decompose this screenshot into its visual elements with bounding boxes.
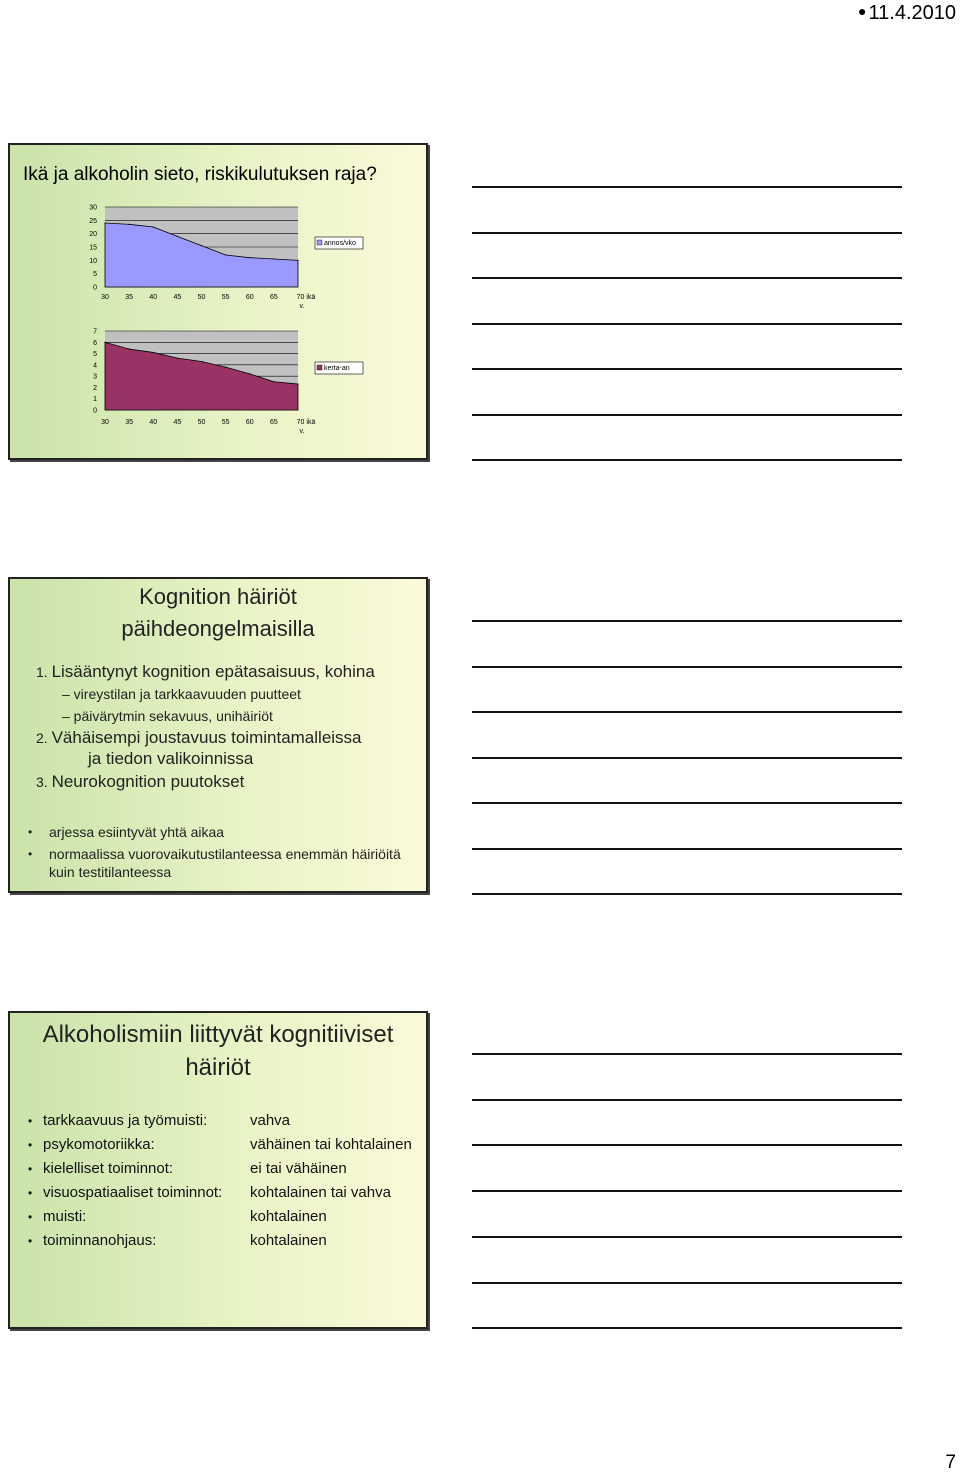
y-tick-label: 7: [93, 328, 97, 336]
numbered-list: [36, 661, 375, 793]
header-date: [858, 2, 956, 25]
numbered-item: [36, 661, 375, 683]
x-tick-label: 65: [269, 294, 278, 301]
charts-area: [10, 145, 430, 462]
y-tick-label: 20: [89, 231, 97, 239]
bullet-icon: •: [28, 1114, 33, 1128]
data-point: [104, 222, 105, 223]
note-line: [472, 1190, 902, 1192]
data-point: [177, 357, 178, 358]
y-tick-label: 5: [93, 271, 97, 279]
item-text: Vähäisempi joustavuus toimintamalleissa: [51, 728, 362, 747]
slide-3: [8, 1011, 428, 1329]
data-point: [249, 373, 250, 374]
data-point: [297, 383, 298, 384]
slide-1: [8, 143, 428, 460]
x-tick-label: 60: [245, 419, 254, 426]
data-point: [297, 260, 298, 261]
note-line: [472, 414, 902, 416]
x-tick-label: 30: [101, 419, 109, 426]
x-tick-label: 50: [197, 294, 206, 301]
data-point: [177, 236, 178, 237]
x-tick-label: 40: [149, 419, 158, 426]
bullet-list: [28, 823, 429, 885]
note-line: [472, 666, 902, 668]
data-point: [129, 224, 130, 225]
slide-2-title-line-1: Kognition häiriöt: [139, 584, 297, 609]
x-tick-label: 35: [125, 419, 134, 426]
x-tick-label-unit: v.: [299, 428, 305, 435]
x-tick-label: 70 ikä: [296, 419, 316, 426]
impairment-severity: ei tai vähäinen: [250, 1160, 347, 1177]
note-line: [472, 232, 902, 234]
legend-swatch: [317, 365, 322, 370]
slide-3-title: [10, 1018, 426, 1084]
impairment-domain: toiminnanohjaus:: [43, 1232, 157, 1249]
x-tick-label: 55: [221, 294, 230, 301]
impairment-domain: visuospatiaaliset toiminnot:: [43, 1184, 223, 1201]
note-line: [472, 368, 902, 370]
y-tick-label: 5: [93, 351, 97, 359]
data-point: [249, 257, 250, 258]
note-line: [472, 1053, 902, 1055]
date-text: 11.4.2010: [868, 2, 956, 24]
slide-2-title: [10, 581, 426, 645]
note-line: [472, 459, 902, 461]
bullet-icon: •: [28, 1234, 33, 1248]
data-point: [153, 226, 154, 227]
y-tick-label: 2: [93, 384, 97, 392]
note-line: [472, 802, 902, 804]
y-tick-label: 0: [93, 284, 97, 292]
impairment-severity: kohtalainen: [250, 1208, 327, 1225]
data-point: [129, 348, 130, 349]
x-tick-label: 40: [149, 294, 158, 301]
x-tick-label: 60: [245, 294, 254, 301]
impairment-domain: psykomotoriikka:: [43, 1136, 155, 1153]
sub-item: – vireystilan ja tarkkaavuuden puutteet: [62, 686, 301, 702]
item-text: Neurokognition puutokset: [51, 772, 245, 791]
x-tick-label: 45: [173, 294, 182, 301]
item-number: 3.: [36, 774, 52, 790]
data-point: [104, 342, 105, 343]
note-line: [472, 711, 902, 713]
item-continuation: ja tiedon valikoinnissa: [88, 749, 254, 768]
y-tick-label: 1: [93, 396, 97, 404]
x-tick-label: 70 ikä: [296, 294, 316, 301]
impairment-severity: vähäinen tai kohtalainen: [250, 1136, 412, 1153]
x-tick-label: 65: [269, 419, 278, 426]
data-point: [225, 254, 226, 255]
y-tick-label: 30: [89, 204, 97, 212]
bullet-item: • arjessa esiintyvät yhtä aikaa: [28, 823, 429, 841]
numbered-item: [36, 727, 375, 749]
bullet-icon: •: [28, 1162, 33, 1176]
sub-item: – päivärytmin sekavuus, unihäiriöt: [62, 708, 273, 724]
data-point: [273, 258, 274, 259]
note-line: [472, 1236, 902, 1238]
note-line: [472, 757, 902, 759]
note-line: [472, 848, 902, 850]
legend-label: kerta-an: [324, 365, 350, 372]
impairment-domain: tarkkaavuus ja työmuisti:: [43, 1112, 208, 1129]
page-number: 7: [945, 1452, 956, 1473]
data-point: [201, 245, 202, 246]
numbered-item: [36, 771, 375, 793]
impairment-domain: muisti:: [43, 1208, 87, 1225]
impairment-severity: vahva: [250, 1112, 291, 1129]
data-point: [225, 367, 226, 368]
item-text: Lisääntynyt kognition epätasaisuus, kohina: [51, 662, 375, 681]
y-tick-label: 0: [93, 407, 97, 415]
note-line: [472, 1327, 902, 1329]
note-line: [472, 323, 902, 325]
note-line: [472, 1282, 902, 1284]
bullet-icon: •: [28, 1138, 33, 1152]
legend-label: annos/vko: [324, 240, 356, 247]
note-line: [472, 277, 902, 279]
data-point: [153, 352, 154, 353]
y-tick-label: 4: [93, 362, 97, 370]
note-line: [472, 1144, 902, 1146]
impairment-severity: kohtalainen: [250, 1232, 327, 1249]
x-tick-label: 45: [173, 419, 182, 426]
data-point: [201, 361, 202, 362]
slide-3-title-line-1: Alkoholismiin liittyvät kognitiiviset: [42, 1021, 394, 1048]
x-tick-label: 55: [221, 419, 230, 426]
y-tick-label: 10: [89, 257, 97, 265]
x-tick-label: 50: [197, 419, 206, 426]
slide-2-title-line-2: päihdeongelmaisilla: [121, 616, 315, 641]
bullet-icon: •: [28, 1210, 33, 1224]
note-line: [472, 1099, 902, 1101]
item-number: 1.: [36, 664, 52, 680]
item-number: 2.: [36, 730, 52, 746]
legend-swatch: [317, 240, 322, 245]
x-tick-label-unit: v.: [299, 303, 305, 310]
y-tick-label: 25: [89, 217, 97, 225]
x-tick-label: 30: [101, 294, 109, 301]
impairment-domain: kielelliset toiminnot:: [43, 1160, 174, 1177]
slide-2: [8, 577, 428, 893]
impairment-severity: kohtalainen tai vahva: [250, 1184, 391, 1201]
note-line: [472, 893, 902, 895]
slide-3-title-line-2: häiriöt: [185, 1054, 251, 1081]
data-point: [273, 381, 274, 382]
note-line: [472, 620, 902, 622]
bullet-icon: ●: [858, 3, 867, 19]
y-tick-label: 6: [93, 339, 97, 347]
y-tick-label: 15: [89, 244, 97, 252]
y-tick-label: 3: [93, 373, 97, 381]
x-tick-label: 35: [125, 294, 134, 301]
bullet-icon: •: [28, 1186, 33, 1200]
bullet-item: • normaalissa vuorovaikutustilanteessa enemmän häiriöitä kuin testitilanteessa: [28, 845, 429, 881]
slide-1-title: Ikä ja alkoholin sieto, riskikulutuksen raja?: [23, 164, 377, 185]
note-line: [472, 186, 902, 188]
